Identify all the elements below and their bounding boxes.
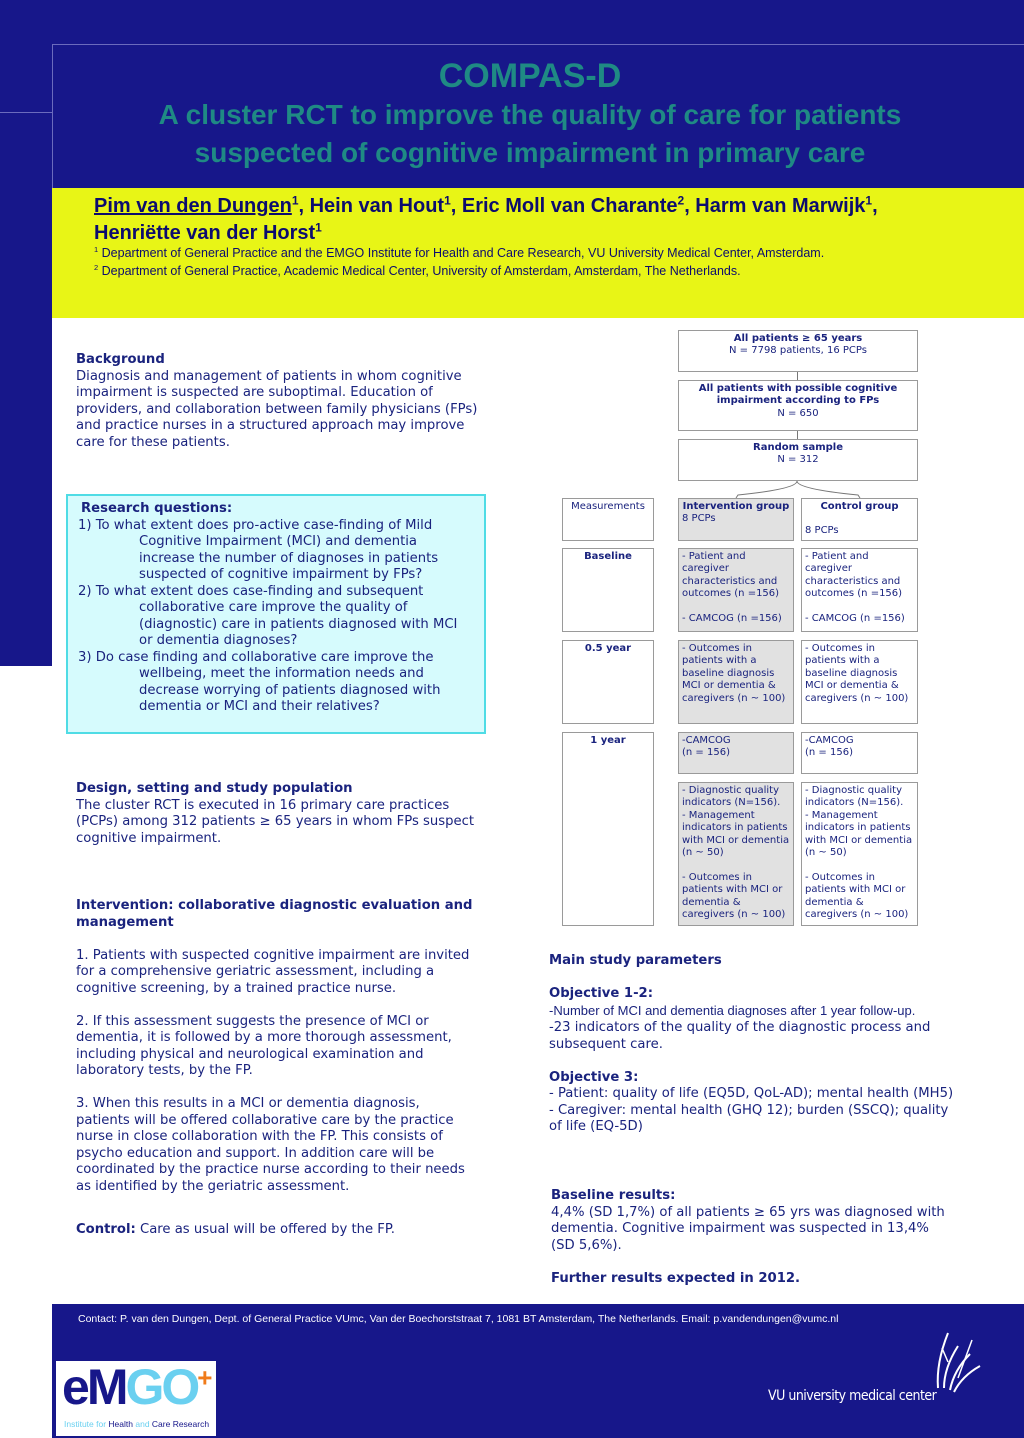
- intervention-section: [76, 898, 476, 1238]
- flow-split-arrows: [700, 481, 900, 499]
- left-navy-strip: [0, 188, 52, 666]
- affiliation-sup: 1: [94, 244, 99, 254]
- baseline-results-section: [551, 1188, 951, 1287]
- objective-1-2-a: -Number of MCI and dementia diagnoses after 1 year follow-up.: [549, 1002, 916, 1018]
- background-section: [76, 352, 486, 451]
- one-year-label: 1 year: [590, 735, 626, 746]
- author-sup: 1: [291, 193, 299, 208]
- author: , Eric Moll van Charante: [450, 195, 678, 217]
- emgo-sub-d: Care Research: [151, 1419, 210, 1429]
- intervention-step-3: 3. When this results in a MCI or dementia diagnosis, patients will be offered collaborative care by the practice nurse in close collaboration with the FP. This consists of psycho education and support. In addition care will be coordinated by the practice nurse according to their needs as identified by the geriatric assessment.: [76, 1096, 465, 1194]
- control-label: Control:: [76, 1221, 136, 1237]
- title-block: [60, 56, 1000, 172]
- flow-random-n: N = 312: [777, 454, 819, 466]
- affiliation-text: Department of General Practice, Academic Medical Center, University of Amsterdam, Amsterdam, The Netherlands.: [101, 264, 741, 278]
- research-questions-box: [66, 494, 486, 734]
- baseline-label: Baseline: [584, 551, 632, 562]
- flow-control-header: [801, 498, 918, 541]
- year-int-camcog: -CAMCOG: [682, 735, 731, 746]
- intervention-heading: Intervention: collaborative diagnostic evaluation and management: [76, 898, 473, 930]
- objective-3-heading: Objective 3:: [549, 1069, 639, 1085]
- objective-1-2-b: -23 indicators of the quality of the diagnostic process and subsequent care.: [549, 1020, 931, 1052]
- flow-half-year-control: [801, 640, 918, 724]
- emgo-sub-b: Health: [108, 1419, 133, 1429]
- poster-title: COMPAS-D: [438, 57, 622, 95]
- parameters-heading: Main study parameters: [549, 953, 722, 968]
- author-list: [94, 193, 894, 247]
- author: , Henriëtte van der Horst: [94, 195, 878, 244]
- contact-info: Contact: P. van den Dungen, Dept. of General Practice VUmc, Van der Boechorststraat 7, 1081 BT Amsterdam, The Netherlands. Email: p.vandendungen@vumc.nl: [78, 1313, 839, 1325]
- flow-random-title: Random sample: [753, 442, 843, 453]
- flow-possible-n: N = 650: [777, 407, 819, 419]
- header-vertical-divider: [52, 44, 53, 188]
- emgo-sub-a: Institute for: [64, 1419, 109, 1429]
- objective-3-a: - Patient: quality of life (EQ5D, QoL-AD); mental health (MH5): [549, 1086, 954, 1101]
- design-heading: Design, setting and study population: [76, 781, 353, 796]
- research-question-3: 3) Do case finding and collaborative care improve the wellbeing, meet the information needs and decrease worrying of patients diagnosed with dementia or MCI and their relatives?: [78, 649, 441, 714]
- year-int-outcomes: - Outcomes in patients with MCI or dementia & caregivers (n ~ 100): [682, 871, 786, 921]
- control-pcps: 8 PCPs: [805, 525, 839, 537]
- subtitle-line-1: A cluster RCT to improve the quality of care for patients: [158, 99, 902, 130]
- flow-baseline-label: [562, 548, 654, 632]
- flow-one-year-int-camcog: [678, 732, 794, 774]
- measurements-text: Measurements: [571, 501, 645, 512]
- year-int-quality: - Diagnostic quality indicators (N=156).: [682, 785, 781, 809]
- header-left-divider: [0, 112, 52, 113]
- baseline-results-heading: Baseline results:: [551, 1188, 676, 1203]
- author-sup: 1: [444, 193, 451, 208]
- background-heading: Background: [76, 352, 165, 367]
- flow-one-year-label: [562, 732, 654, 926]
- header-divider: [52, 44, 1024, 45]
- author: , Harm van Marwijk: [684, 195, 866, 217]
- affiliation-1: [94, 246, 994, 260]
- objective-3-b: - Caregiver: mental health (GHQ 12); burden (SSCQ); quality of life (EQ-5D): [549, 1102, 949, 1134]
- flow-baseline-control: [801, 548, 918, 632]
- author-sup: 2: [677, 193, 685, 208]
- objective-1-2-heading: Objective 1-2:: [549, 986, 653, 1001]
- baseline-int-text: - Patient and caregiver characteristics and outcomes (n =156): [682, 551, 780, 600]
- vu-name: VU university medical center: [768, 1388, 937, 1404]
- control-title: Control group: [820, 501, 899, 512]
- emgo-wordmark: eMGO+: [62, 1359, 210, 1415]
- year-ctl-quality: - Diagnostic quality indicators (N=156).: [805, 785, 904, 809]
- year-int-management: - Management indicators in patients with MCI or dementia (n ~ 50): [682, 809, 790, 859]
- half-year-int-text: - Outcomes in patients with a baseline diagnosis MCI or dementia & caregivers (n ~ 100): [682, 643, 786, 704]
- flow-one-year-ctl-camcog: [801, 732, 918, 774]
- flow-half-year-intervention: [678, 640, 794, 724]
- design-text: The cluster RCT is executed in 16 primary care practices (PCPs) among 312 patients ≥ 65 years in whom FPs suspect cognitive impairment.: [76, 797, 475, 846]
- flow-half-year-label: [562, 640, 654, 724]
- emgo-sub-c: and: [133, 1419, 152, 1429]
- parameters-section: [549, 953, 959, 1136]
- flow-possible-impairment: [678, 380, 918, 431]
- flow-all-patients: [678, 330, 918, 372]
- further-results: Further results expected in 2012.: [551, 1270, 801, 1286]
- intervention-step-2: 2. If this assessment suggests the presence of MCI or dementia, it is followed by a more thorough assessment, including physical and neurological examination and laboratory tests, by the FP.: [76, 1013, 452, 1078]
- year-ctl-camcog: -CAMCOG: [805, 735, 854, 746]
- flow-all-patients-title: All patients ≥ 65 years: [733, 333, 863, 344]
- intervention-pcps: 8 PCPs: [682, 513, 716, 525]
- author-sup: 1: [865, 193, 873, 208]
- intervention-title: Intervention group: [682, 501, 790, 512]
- flow-intervention-header: [678, 498, 794, 541]
- flow-all-patients-n: N = 7798 patients, 16 PCPs: [729, 345, 867, 357]
- subtitle-line-2: suspected of cognitive impairment in primary care: [194, 137, 866, 168]
- design-section: [76, 781, 476, 847]
- research-question-2: 2) To what extent does case-finding and subsequent collaborative care improve the quality of (diagnostic) care in patients diagnosed with MCI or dementia diagnoses?: [78, 583, 458, 648]
- author: , Hein van Hout: [298, 195, 445, 217]
- half-year-label: 0.5 year: [584, 643, 632, 654]
- baseline-results-text: 4,4% (SD 1,7%) of all patients ≥ 65 yrs was diagnosed with dementia. Cognitive impairment was suspected in 13,4% (SD 5,6%).: [551, 1204, 945, 1253]
- research-question-1: 1) To what extent does pro-active case-finding of Mild Cognitive Impairment (MCI) and dementia increase the number of diagnoses in patients suspected of cognitive impairment by FPs?: [78, 517, 439, 582]
- baseline-int-camcog: - CAMCOG (n =156): [682, 613, 782, 625]
- year-ctl-outcomes: - Outcomes in patients with MCI or dementia & caregivers (n ~ 100): [805, 871, 909, 921]
- research-questions-heading: Research questions:: [81, 501, 233, 516]
- poster-subtitle: [60, 96, 1000, 172]
- flow-measurements-label: [562, 498, 654, 541]
- author-sup: 1: [315, 220, 322, 235]
- flow-possible-title: All patients with possible cognitive impairment according to FPs: [698, 383, 898, 407]
- flow-baseline-intervention: [678, 548, 794, 632]
- affiliation-text: Department of General Practice and the EMGO Institute for Health and Care Research, VU University Medical Center, Amsterdam.: [101, 246, 825, 260]
- control-text: Care as usual will be offered by the FP.: [135, 1221, 395, 1237]
- intervention-step-1: 1. Patients with suspected cognitive impairment are invited for a comprehensive geriatric assessment, including a cognitive screening, by a trained practice nurse.: [76, 947, 470, 996]
- emgo-logo: [56, 1361, 216, 1436]
- author-primary: Pim van den Dungen: [94, 195, 292, 217]
- year-ctl-camcog-n: (n = 156): [805, 747, 853, 759]
- year-ctl-management: - Management indicators in patients with MCI or dementia (n ~ 50): [805, 809, 913, 859]
- baseline-ctl-text: - Patient and caregiver characteristics and outcomes (n =156): [805, 551, 903, 600]
- flow-random-sample: [678, 439, 918, 481]
- background-text: Diagnosis and management of patients in whom cognitive impairment is suspected are suboptimal. Education of providers, and collaboration between family physicians (FPs) and practice nurses in a structured approach may improve care for these patients.: [76, 368, 478, 450]
- flow-one-year-ctl-outcomes: [801, 782, 918, 926]
- year-int-camcog-n: (n = 156): [682, 747, 730, 759]
- flow-one-year-int-outcomes: [678, 782, 794, 926]
- baseline-ctl-camcog: - CAMCOG (n =156): [805, 613, 905, 625]
- affiliation-2: [94, 264, 994, 278]
- affiliation-sup: 2: [94, 262, 99, 272]
- half-year-ctl-text: - Outcomes in patients with a baseline diagnosis MCI or dementia & caregivers (n ~ 100): [805, 643, 909, 704]
- vu-griffin-icon: [928, 1318, 988, 1398]
- emgo-subtitle: [64, 1419, 209, 1429]
